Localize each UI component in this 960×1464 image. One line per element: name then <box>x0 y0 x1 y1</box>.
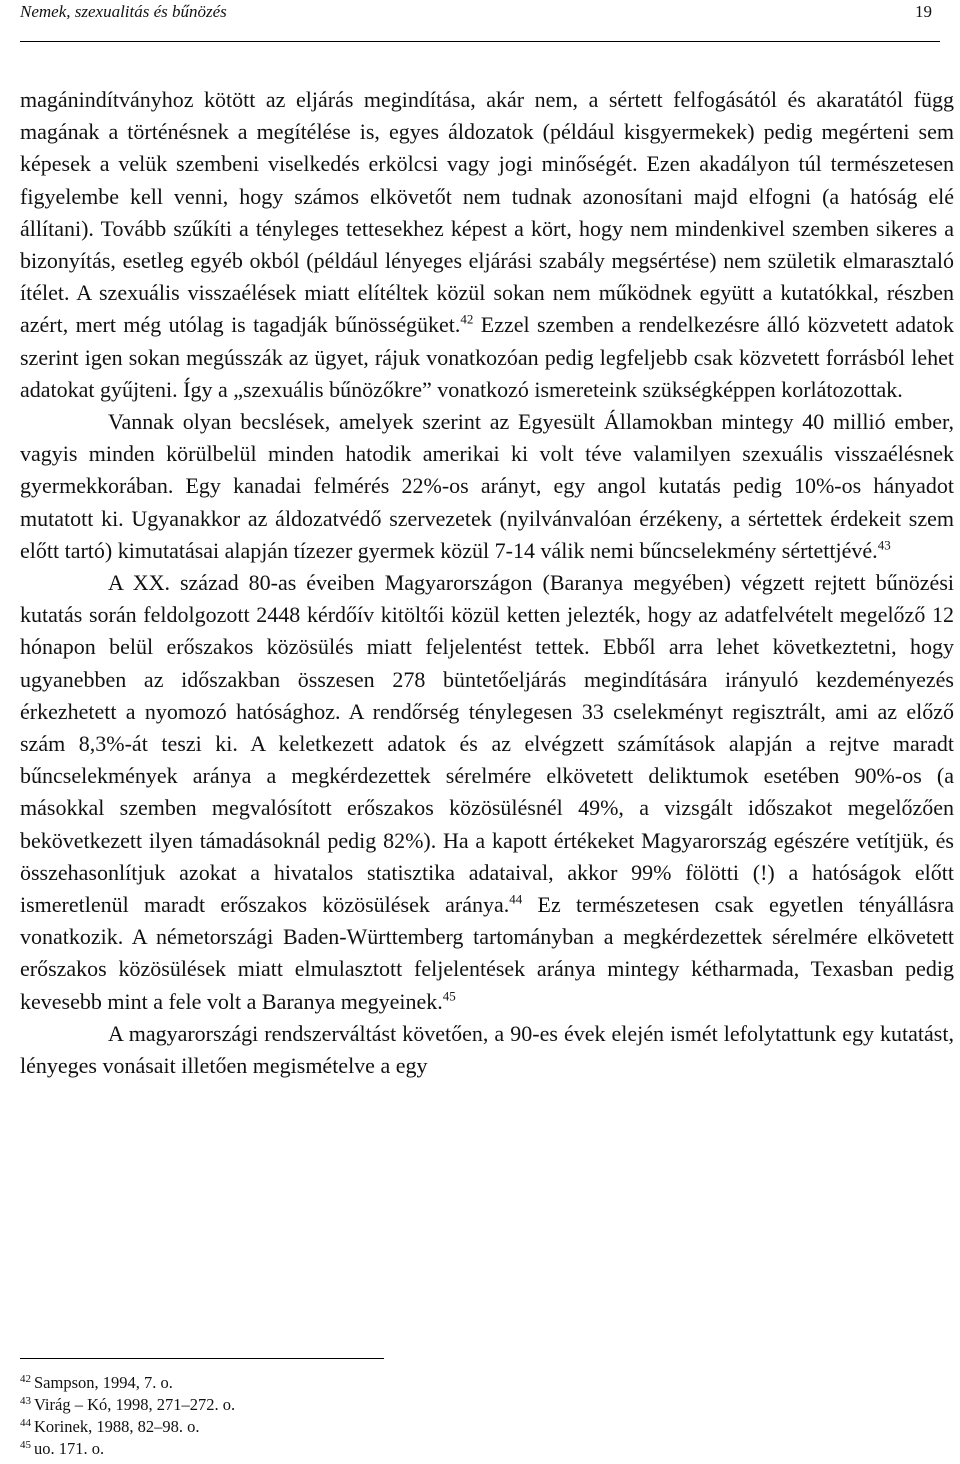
footnote-ref-43[interactable]: 43 <box>877 537 891 553</box>
footnote-number: 42 <box>20 1372 31 1385</box>
footnote-text: Korinek, 1988, 82–98. o. <box>34 1417 200 1436</box>
paragraph-3-text-a: A XX. század 80-as éveiben Magyarországon (Baranya megyében) végzett rejtett bűnözési kutatás során feldolgozott 2448 kérdőív kitöltői közül ketten jelezték, hogy az adatfelvételt megelőző 12 hónapon belül erőszakos közösülés miatt feljelentést tettek. Ebből arra lehet következtetni, hogy ugyanebben az időszakban összesen 278 büntetőeljárás megindítására irányuló kezdeményezés érkezhetett a nyomozó hatósághoz. A rendőrség ténylegesen 33 cselekményt regisztrált, ami az előző szám 8,3%-át teszi ki. A keletkezett adatok és az elvégzett számítások alapján a rejtve maradt bűncselekmények aránya a megkérdezettek sérelmére elkövetett deliktumok esetében 90%-os (a másokkal szemben megvalósított erőszakos közösülésnél 49%, a vizsgált időszakot megelőzően bekövetkezett ilyen támadásoknál pedig 82%). Ha a kapott értékeket Magyarország egészére vetítjük, és összehasonlítjuk azokat a hivatalos statisztika adataival, akkor 99% fölötti (!) a hatóságok előtt ismeretlenül maradt erőszakos közösülések aránya. <box>20 570 954 918</box>
footnote-42 <box>20 1372 235 1394</box>
paragraph-1-text-a: magánindítványhoz kötött az eljárás megindítása, akár nem, a sértett felfogásától és akaratától függ magának a történésnek a megítélése is, egyes áldozatok (például kisgyermekek) pedig megérteni sem képesek a velük szembeni viselkedés erkölcsi vagy jogi minőségét. Ezen akadályon túl természetesen figyelembe kell venni, hogy számos elkövetőt nem tudnak azonosítani majd elfogni (a hatóság elé állítani). Tovább szűkíti a tényleges tettesekhez képest a kört, hogy nem mindenkivel szemben sikeres a bizonyítás, esetleg egyéb okból (például lényeges eljárási szabály megsértése) nem születik elmarasztaló ítélet. A szexuális visszaélések miatt elítéltek közül sokan nem működnek együtt a kutatókkal, részben azért, mert még utólag is tagadják bűnösségüket. <box>20 87 954 338</box>
footnote-number: 43 <box>20 1394 31 1407</box>
footnote-45 <box>20 1438 235 1460</box>
paragraph-1-text-b: Ezzel szemben a rendelkezésre álló közvetett adatok szerint igen sokan megússzák az ügyet, rájuk vonatkozóan pedig legfeljebb csak közvetett forrásból lehet adatokat gyűjteni. Így a „szexuális bűnözőkre” vonatkozó ismereteink szükségképpen korlátozottak. <box>20 312 954 402</box>
footnote-ref-42[interactable]: 42 <box>460 312 474 328</box>
paragraph-4-text: A magyarországi rendszerváltást követően, a 90-es évek elején ismét lefolytattunk egy kutatást, lényeges vonásait illetően megismételve a egy <box>20 1020 954 1079</box>
page-number: 19 <box>915 2 932 21</box>
paragraph-2-text: Vannak olyan becslések, amelyek szerint az Egyesült Államokban mintegy 40 millió ember, vagyis minden körülbelül minden hatodik amerikai ki volt téve valamilyen szexuális visszaélésnek gyermekkorában. Egy kanadai felmérés 22%-os arányt, egy angol kutatás pedig 10%-os hányadot mutatott ki. Ugyanakkor az áldozatvédő szervezetek (nyilvánvalóan érzékeny, a sértettek érdekeit szem előtt tartó) kimutatásai alapján tízezer gyermek közül 7-14 válik nemi bűncselekmény sértettjévé. <box>20 409 954 563</box>
footnote-text: Virág – Kó, 1998, 271–272. o. <box>34 1395 236 1414</box>
paragraph-4 <box>20 1018 954 1082</box>
footnote-ref-45[interactable]: 45 <box>442 988 456 1004</box>
paragraph-3-text-b: Ez természetesen csak egyetlen tényállásra vonatkozik. A németországi Baden-Württemberg tartományban a megkérdezettek sérelmére elkövetett erőszakos közösülések miatt elmulasztott feljelentések aránya mintegy kétharmada, Texasban pedig kevesebb mint a fele volt a Baranya megyeinek. <box>20 892 954 1014</box>
footnotes <box>20 1372 235 1460</box>
paragraph-3 <box>20 567 954 1018</box>
running-title: Nemek, szexualitás és bűnözés <box>20 2 227 21</box>
footnote-text: uo. 171. o. <box>34 1439 105 1458</box>
paragraph-2 <box>20 406 954 567</box>
footnote-43 <box>20 1394 235 1416</box>
footnote-number: 44 <box>20 1416 31 1429</box>
footnote-separator <box>20 1358 384 1359</box>
footnote-text: Sampson, 1994, 7. o. <box>34 1373 173 1392</box>
footnote-ref-44[interactable]: 44 <box>509 891 523 907</box>
paragraph-1 <box>20 84 954 406</box>
footnote-number: 45 <box>20 1438 31 1451</box>
page-header <box>20 0 940 40</box>
body-text <box>20 84 954 1082</box>
footnote-44 <box>20 1416 235 1438</box>
header-rule <box>20 41 940 42</box>
